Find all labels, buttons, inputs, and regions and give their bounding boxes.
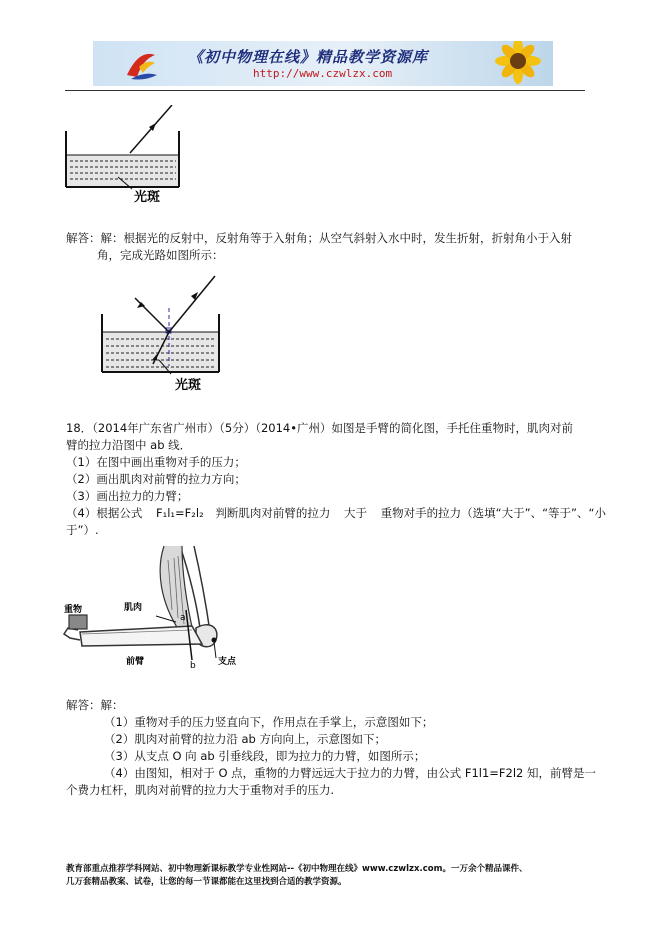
answer2-step2: （2）肌肉对前臂的拉力沿 ab 方向向上，示意图如下； — [104, 732, 386, 746]
item4-prefix: （4）根据公式 — [66, 506, 143, 520]
label-muscle: 肌肉 — [124, 603, 143, 613]
answer2-heading: 解答：解： — [66, 698, 124, 712]
formula: F₁l₁=F₂l₂ — [155, 506, 204, 520]
footer-line2: 几万套精品教案、试卷，让您的每一节课都能在这里找到合适的教学资源。 — [66, 877, 347, 887]
question18-item2: （2）画出肌肉对前臂的拉力方向； — [66, 472, 246, 486]
figure-refraction-answer — [95, 268, 245, 400]
question18-item1: （1）在图中画出重物对手的压力； — [66, 455, 246, 469]
answer2-step3: （3）从支点 O 向 ab 引垂线段，即为拉力的力臂，如图所示； — [104, 749, 426, 763]
answer2-step4: （4）由图知，相对于 O 点，重物的力臂远远大于拉力的力臂，由公式 F1l1=F2l2 知，前臂是一 — [104, 766, 597, 780]
answer2-step1: （1）重物对手的压力竖直向下，作用点在手掌上，示意图如下； — [104, 715, 434, 729]
figure2-label: 光斑 — [175, 378, 202, 393]
sunflower-icon — [488, 41, 553, 86]
footer-line1: 教育部重点推荐学科网站、初中物理新课标教学专业性网站--《初中物理在线》www.czwlzx.com。一万余个精品课件、 — [66, 864, 528, 874]
label-a: a — [180, 613, 186, 623]
banner-url[interactable]: http://www.czwlzx.com — [253, 67, 393, 80]
label-b: b — [190, 661, 196, 670]
item4-suffix: 重物对手的拉力（选填“大于”、“等于”、“小 — [380, 506, 606, 520]
question18-item4 — [66, 506, 606, 521]
question18-item3: （3）画出拉力的力臂； — [66, 489, 189, 503]
answer1-line2: 角，完成光路如图所示： — [97, 248, 224, 262]
question18-line1: 18．（2014年广东省广州市）（5分）（2014•广州）如图是手臂的简化图，手托住重物时，肌肉对前 — [66, 421, 574, 435]
site-logo-icon — [121, 45, 161, 83]
item4-mid: 判断肌肉对前臂的拉力 — [215, 506, 331, 520]
blank-answer: 大于 — [344, 506, 367, 520]
figure1-label: 光斑 — [134, 190, 161, 205]
question18-line2: 臂的拉力沿图中 ab 线． — [66, 438, 192, 452]
label-weight: 重物 — [64, 605, 83, 615]
header-banner — [93, 41, 553, 86]
label-pivot: 支点 — [218, 657, 237, 667]
header-rule — [65, 90, 585, 91]
answer1-line1: 解答：解：根据光的反射中，反射角等于入射角；从空气斜射入水中时，发生折射，折射角小于入射 — [66, 231, 572, 245]
label-forearm: 前臂 — [126, 657, 145, 667]
figure-refraction-question — [60, 105, 210, 215]
figure-arm — [60, 540, 270, 670]
banner-title: 《初中物理在线》精品教学资源库 — [188, 48, 429, 66]
question18-line-end: 于”）. — [66, 523, 99, 537]
answer2-step4b: 个费力杠杆，肌肉对前臂的拉力大于重物对手的压力. — [66, 783, 335, 797]
